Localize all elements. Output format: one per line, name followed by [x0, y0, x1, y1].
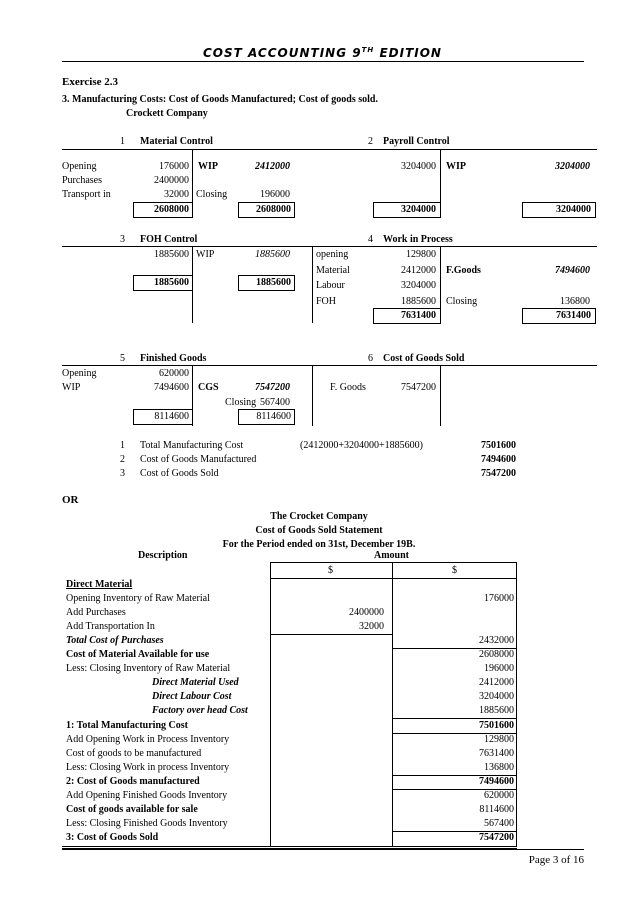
summary-amount: 7494600	[481, 454, 516, 465]
t1-dr-label: Purchases	[62, 175, 102, 186]
t4-dr-label: opening	[316, 249, 349, 260]
t6-title: Cost of Goods Sold	[383, 353, 465, 364]
table-row: 3: Cost of Goods Sold 7547200	[66, 832, 514, 843]
summary-label: Total Manufacturing Cost	[140, 440, 244, 451]
t5-dr-label: WIP	[62, 382, 81, 393]
t2-num: 2	[368, 136, 373, 147]
table-row: Cost of goods available for sale 8114600	[66, 804, 514, 815]
statement-title: Cost of Goods Sold Statement	[255, 525, 383, 536]
t1-dr-label: Opening	[62, 161, 97, 172]
t3-dr-amount: 1885600	[154, 249, 189, 260]
t6-divider	[440, 366, 441, 426]
t4-cr-total: 7631400	[556, 310, 591, 321]
header-title: COST ACCOUNTING	[203, 46, 348, 60]
t1-dr-amount: 2400000	[154, 175, 189, 186]
t4-title: Work in Process	[383, 234, 453, 245]
t1-cr-label: Closing	[196, 189, 228, 200]
summary-num: 2	[120, 454, 125, 465]
t3-top-rule	[62, 246, 312, 247]
col-description: Description	[138, 550, 188, 561]
t5-cr-amount: 7547200	[255, 382, 290, 393]
table-top-rule	[270, 562, 517, 563]
t4-dr-amount: 2412000	[401, 265, 436, 276]
table-row: 1: Total Manufacturing Cost 7501600	[66, 720, 514, 731]
t4-top-rule	[312, 246, 597, 247]
statement-period: For the Period ended on 31st, December 19B.	[222, 539, 416, 550]
t5-num: 5	[120, 353, 125, 364]
t4-dr-total: 7631400	[401, 310, 436, 321]
t4-dr-amount: 129800	[406, 249, 436, 260]
header-edition-sup: TH	[361, 46, 375, 54]
t4-dr-label: Labour	[316, 280, 345, 291]
t5-dr-amount: 7494600	[154, 382, 189, 393]
t5-dr-label: Opening	[62, 368, 97, 379]
table-row: 2: Cost of Goods manufactured 7494600	[66, 776, 514, 787]
table-row: Opening Inventory of Raw Material 176000	[66, 593, 514, 604]
t1-cr-amount: 196000	[260, 189, 290, 200]
t4-dr-amount: 1885600	[401, 296, 436, 307]
t4-cr-label: F.Goods	[446, 265, 481, 276]
t4-num: 4	[368, 234, 373, 245]
t1-dr-label: Transport in	[62, 189, 111, 200]
table-row: Add Opening Finished Goods Inventory 620000	[66, 790, 514, 801]
t5-cr-total: 8114600	[256, 411, 291, 422]
summary-num: 1	[120, 440, 125, 451]
t5-cr-label: CGS	[198, 382, 219, 393]
summary-label: Cost of Goods Manufactured	[140, 454, 257, 465]
table-row: Direct Material	[66, 579, 133, 590]
t2-cr-label: WIP	[446, 161, 466, 172]
t3-cr-amount: 1885600	[255, 249, 290, 260]
t5-cr-amount: 567400	[260, 397, 290, 408]
t4-dr-label: FOH	[316, 296, 337, 307]
t6-top-rule	[312, 365, 597, 366]
table-row: Less: Closing Inventory of Raw Material 196000	[66, 663, 514, 674]
table-row: Direct Material Used 2412000	[152, 677, 514, 688]
header-rule	[62, 61, 584, 62]
t4-cr-amount: 7494600	[555, 265, 590, 276]
table-row: Add Transportation In 32000	[66, 621, 384, 632]
header-edition-num: 9	[352, 46, 362, 60]
t4-dr-amount: 3204000	[401, 280, 436, 291]
page-header	[203, 44, 442, 59]
t1-dr-amount: 32000	[164, 189, 189, 200]
t5-right-edge	[312, 366, 313, 426]
summary-amount: 7501600	[481, 440, 516, 451]
header-edition-word: EDITION	[379, 46, 442, 60]
t3-dr-total: 1885600	[154, 277, 189, 288]
table-row: Total Cost of Purchases 2432000	[66, 635, 514, 646]
footer-rule	[62, 849, 584, 850]
t5-cr-label: Closing	[225, 397, 257, 408]
t1-cr-label: WIP	[198, 161, 218, 172]
t1-cr-total: 2608000	[256, 204, 291, 215]
t4-cr-amount: 136800	[560, 296, 590, 307]
t6-dr-amount: 7547200	[401, 382, 436, 393]
t3-title: FOH Control	[140, 234, 198, 245]
exercise-title: Exercise 2.3	[62, 76, 119, 88]
t1-title: Material Control	[140, 136, 213, 147]
table-row: Direct Labour Cost 3204000	[152, 691, 514, 702]
table-row: Less: Closing Finished Goods Inventory 567400	[66, 818, 514, 829]
t3-cr-total: 1885600	[256, 277, 291, 288]
currency-col2: $	[452, 565, 457, 576]
t2-dr-total: 3204000	[401, 204, 436, 215]
t4-dr-label: Material	[316, 265, 350, 276]
summary-calc: (2412000+3204000+1885600)	[300, 440, 423, 451]
t3-cr-label: WIP	[196, 249, 215, 260]
table-row: Add Opening Work in Process Inventory 129800	[66, 734, 514, 745]
page-number: Page 3 of 16	[528, 854, 584, 866]
table-row: Less: Closing Work in process Inventory 136800	[66, 762, 514, 773]
summary-amount: 7547200	[481, 468, 516, 479]
t2-top-rule	[312, 149, 597, 150]
t5-dr-amount: 620000	[159, 368, 189, 379]
table-row: Cost of goods to be manufactured 7631400	[66, 748, 514, 759]
t5-top-rule	[62, 365, 312, 366]
t3-right-edge	[312, 247, 313, 323]
t6-num: 6	[368, 353, 373, 364]
exercise-subtitle: 3. Manufacturing Costs: Cost of Goods Manufactured; Cost of goods sold.	[62, 94, 378, 105]
summary-label: Cost of Goods Sold	[140, 468, 219, 479]
t1-dr-amount: 176000	[159, 161, 189, 172]
t5-title: Finished Goods	[140, 353, 207, 364]
t5-dr-total: 8114600	[154, 411, 189, 422]
t1-top-rule	[62, 149, 312, 150]
t6-dr-label: F. Goods	[330, 382, 366, 393]
col-amount: Amount	[374, 550, 410, 561]
t1-num: 1	[120, 136, 125, 147]
table-row: Add Purchases 2400000	[66, 607, 384, 618]
currency-col1: $	[328, 565, 333, 576]
or-label: OR	[62, 494, 79, 506]
t3-num: 3	[120, 234, 125, 245]
table-col-right	[516, 562, 517, 846]
t2-dr-amount: 3204000	[401, 161, 436, 172]
table-row: Factory over head Cost 1885600	[152, 705, 514, 716]
table-row: Cost of Material Available for use 2608000	[66, 649, 514, 660]
t2-cr-amount: 3204000	[555, 161, 590, 172]
t1-cr-amount: 2412000	[255, 161, 290, 172]
summary-num: 3	[120, 468, 125, 479]
t4-cr-label: Closing	[446, 296, 478, 307]
t2-cr-total: 3204000	[556, 204, 591, 215]
t1-dr-total: 2608000	[154, 204, 189, 215]
company-name: Crockett Company	[126, 108, 208, 119]
statement-company: The Crocket Company	[270, 511, 368, 522]
t2-title: Payroll Control	[383, 136, 450, 147]
